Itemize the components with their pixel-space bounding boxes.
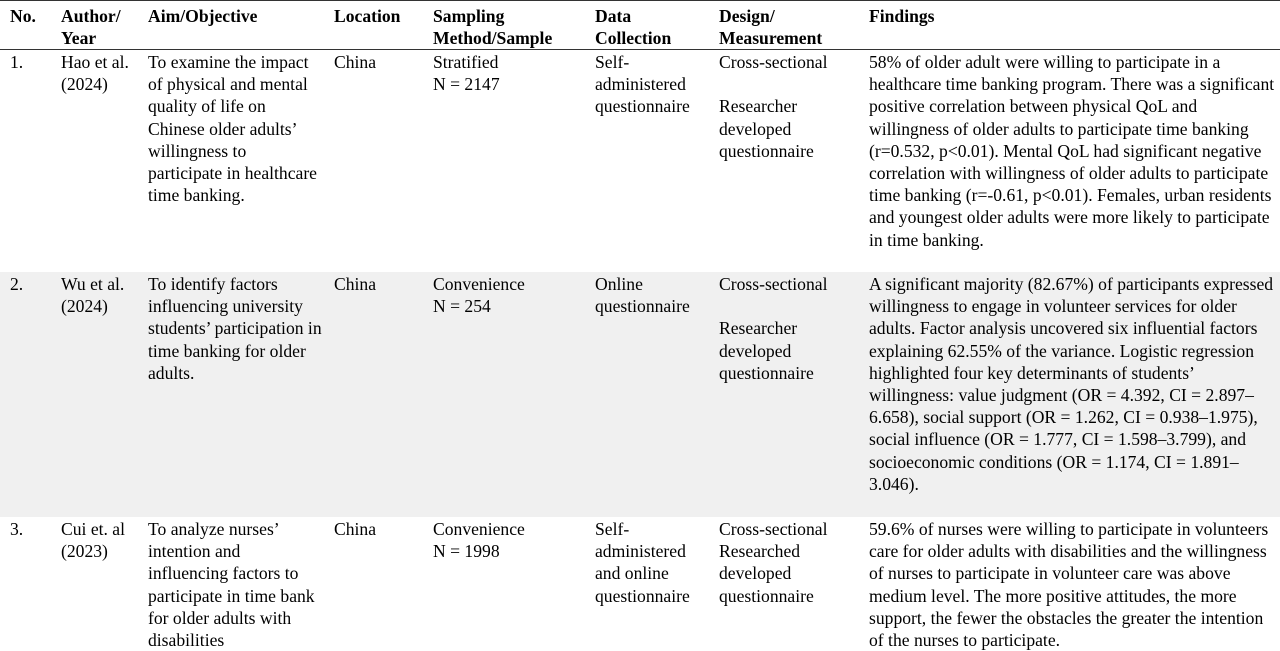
measurement-tool: Researched developed questionnaire <box>719 541 814 606</box>
sampling-method: Convenience <box>433 519 525 539</box>
header-sampling: Sampling Method/Sample <box>433 6 553 48</box>
design-type: Cross-sectional <box>719 519 828 539</box>
cell-findings: 59.6% of nurses were willing to participate in volunteers care for older adults with disabilities and the willingness of nurses to participate in volunteer care was above medium level. The more positive attitudes, the more support, the fewer the obstacles the greater the intention of the nurses to participate. <box>869 519 1269 651</box>
sample-size: N = 1998 <box>433 541 500 562</box>
measurement-tool: Researcher developed questionnaire <box>719 318 814 383</box>
header-aim-objective: Aim/Objective <box>148 6 258 26</box>
cell-design <box>709 50 859 273</box>
sample-size: N = 2147 <box>433 74 500 95</box>
measurement-tool: Researcher developed questionnaire <box>719 96 814 161</box>
table-row <box>0 50 1280 273</box>
cell-data-collection: Self-administered and online questionnaire <box>595 519 690 606</box>
cell-findings: 58% of older adult were willing to participate in a healthcare time banking program. There was a significant positive correlation between physical QoL and willingness of older adults to participate time banking (r=0.532, p<0.01). Mental QoL had significant negative correlation with willingness of older adults to participate time banking (r=-0.61, p<0.01). Females, urban residents and youngest older adults were more likely to participate in time banking. <box>869 52 1275 250</box>
header-no: No. <box>10 6 36 26</box>
header-author-year: Author/ Year <box>61 6 121 48</box>
cell-aim: To identify factors influencing university students’ participation in time banking for older adults. <box>138 272 324 517</box>
cell-no: 1. <box>10 52 24 72</box>
cell-sampling <box>423 50 585 273</box>
cell-author-year: Hao et al. (2024) <box>61 52 129 95</box>
sampling-method: Convenience <box>433 274 525 294</box>
spacer <box>719 73 859 95</box>
cell-data-collection: Online questionnaire <box>585 272 709 517</box>
cell-design <box>709 272 859 517</box>
cell-location: China <box>334 52 377 72</box>
header-findings: Findings <box>869 6 935 26</box>
cell-design <box>709 517 859 651</box>
table-row <box>0 272 1280 517</box>
sampling-method: Stratified <box>433 52 499 72</box>
cell-sampling <box>423 517 585 651</box>
cell-aim: To analyze nurses’ intention and influencing factors to participate in time bank for older adults with disabilities <box>148 519 315 651</box>
cell-location: China <box>324 272 423 517</box>
header-design-measurement: Design/ Measurement <box>719 6 823 48</box>
cell-author-year: Wu et al. (2024) <box>51 272 138 517</box>
header-row <box>0 1 1280 50</box>
sample-size: N = 254 <box>433 296 491 317</box>
cell-sampling <box>423 272 585 517</box>
cell-findings: A significant majority (82.67%) of participants expressed willingness to engage in volunteer services for older adults. Factor analysis uncovered six influential factors explaining 62.55% of the variance. Logistic regression highlighted four key determinants of students’ willingness: value judgment (OR = 4.392, CI = 2.897–6.658), social support (OR = 1.262, CI = 0.938–1.975), social influence (OR = 1.777, CI = 1.598–3.799), and socioeconomic conditions (OR = 1.174, CI = 1.891–3.046). <box>859 272 1280 517</box>
cell-aim: To examine the impact of physical and mental quality of life on Chinese older adults’ willingness to participate in healthcare time banking. <box>148 52 317 206</box>
table-row <box>0 517 1280 651</box>
cell-location: China <box>334 519 377 539</box>
cell-no: 3. <box>10 519 24 539</box>
design-type: Cross-sectional <box>719 52 828 72</box>
cell-author-year: Cui et. al (2023) <box>61 519 126 562</box>
cell-no: 2. <box>0 272 51 517</box>
header-data-collection: Data Collection <box>595 6 672 48</box>
header-location: Location <box>334 6 401 26</box>
spacer <box>719 295 859 317</box>
design-type: Cross-sectional <box>719 274 828 294</box>
cell-data-collection: Self-administered questionnaire <box>595 52 690 117</box>
